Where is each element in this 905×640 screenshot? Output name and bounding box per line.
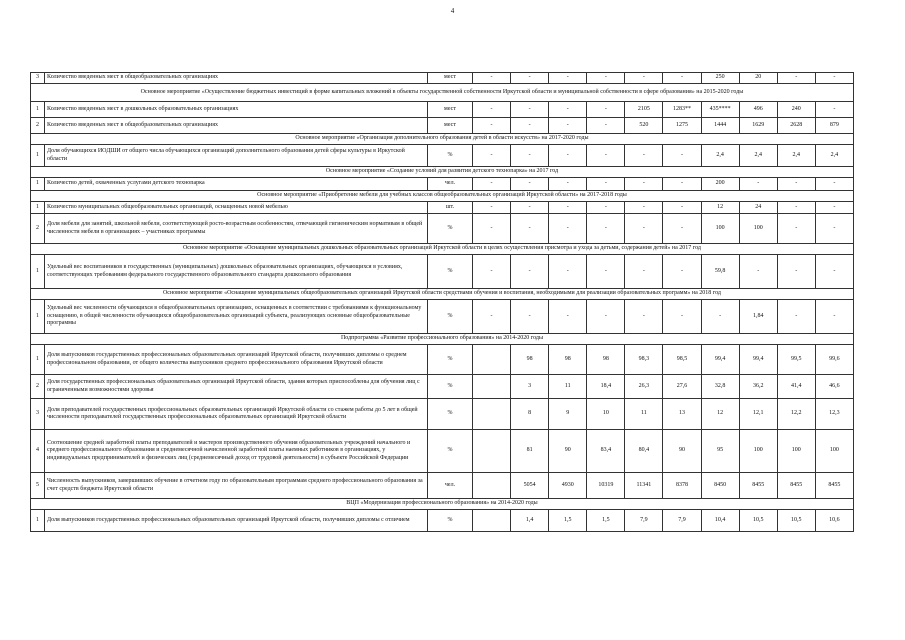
value-cell: - bbox=[473, 300, 511, 334]
value-cell: - bbox=[473, 145, 511, 167]
value-cell: 2,4 bbox=[739, 145, 777, 167]
indicator-name: Количество детей, охваченных услугами детского технопарка bbox=[45, 178, 428, 191]
value-cell: - bbox=[549, 178, 587, 191]
section-header-row bbox=[31, 84, 854, 102]
value-cell: 435**** bbox=[701, 102, 739, 118]
section-header-row bbox=[31, 134, 854, 145]
value-cell: - bbox=[511, 145, 549, 167]
value-cell: - bbox=[663, 300, 701, 334]
value-cell: - bbox=[549, 73, 587, 84]
value-cell: - bbox=[625, 255, 663, 289]
value-cell: 11341 bbox=[625, 473, 663, 499]
value-cell: - bbox=[473, 73, 511, 84]
value-cell: - bbox=[511, 102, 549, 118]
value-cell: - bbox=[777, 202, 815, 214]
value-cell: 12,2 bbox=[777, 399, 815, 430]
value-cell: 46,6 bbox=[815, 375, 853, 399]
value-cell: - bbox=[701, 300, 739, 334]
empty-cell bbox=[473, 473, 511, 499]
value-cell: - bbox=[625, 202, 663, 214]
value-cell: 3 bbox=[511, 375, 549, 399]
row-number: 4 bbox=[31, 430, 45, 473]
value-cell: 99,4 bbox=[739, 345, 777, 375]
row-number: 1 bbox=[31, 255, 45, 289]
value-cell: - bbox=[549, 118, 587, 134]
value-cell: 95 bbox=[701, 430, 739, 473]
row-number: 3 bbox=[31, 73, 45, 84]
value-cell: 200 bbox=[701, 178, 739, 191]
unit-cell: % bbox=[428, 375, 473, 399]
value-cell: - bbox=[739, 178, 777, 191]
value-cell: 24 bbox=[739, 202, 777, 214]
indicator-name: Доля преподавателей государственных профессиональных образовательных организаций Иркутской области со стажем работы до 5 лет в общей численности преподавателей государственных профессиональных образовательных организаций Иркутской области bbox=[45, 399, 428, 430]
value-cell: 8455 bbox=[815, 473, 853, 499]
table-row bbox=[31, 118, 854, 134]
value-cell: 100 bbox=[739, 214, 777, 244]
unit-cell: чел. bbox=[428, 178, 473, 191]
table-row bbox=[31, 473, 854, 499]
value-cell: - bbox=[511, 202, 549, 214]
value-cell: 12 bbox=[701, 399, 739, 430]
value-cell: 250 bbox=[701, 73, 739, 84]
value-cell: 1,5 bbox=[549, 510, 587, 532]
value-cell: 2,4 bbox=[701, 145, 739, 167]
value-cell: 99,5 bbox=[777, 345, 815, 375]
indicator-name: Доля обучающихся ИОДШИ от общего числа обучающихся организаций дополнительного образования детей сферы культуры в Иркутской области bbox=[45, 145, 428, 167]
value-cell: 81 bbox=[511, 430, 549, 473]
value-cell: 8 bbox=[511, 399, 549, 430]
value-cell: - bbox=[549, 145, 587, 167]
value-cell: - bbox=[777, 73, 815, 84]
value-cell: 27,6 bbox=[663, 375, 701, 399]
value-cell: - bbox=[815, 300, 853, 334]
value-cell: - bbox=[549, 255, 587, 289]
value-cell: 20 bbox=[739, 73, 777, 84]
row-number: 2 bbox=[31, 214, 45, 244]
section-title: Основное мероприятие «Осуществление бюджетных инвестиций в форме капитальных вложений в объекты государственной собственности Иркутской области и муниципальной собственности в сфере образования» на 2015-2020 годы bbox=[31, 84, 854, 102]
value-cell: 90 bbox=[549, 430, 587, 473]
row-number: 3 bbox=[31, 399, 45, 430]
value-cell: 1,84 bbox=[739, 300, 777, 334]
section-title: Основное мероприятие «Организация дополнительного образования детей в области искусств» на 2017-2020 годы bbox=[31, 134, 854, 145]
value-cell: 240 bbox=[777, 102, 815, 118]
section-header-row bbox=[31, 191, 854, 202]
value-cell: 10,5 bbox=[777, 510, 815, 532]
empty-cell bbox=[473, 375, 511, 399]
value-cell: - bbox=[473, 202, 511, 214]
table-row bbox=[31, 300, 854, 334]
value-cell: - bbox=[663, 145, 701, 167]
value-cell: - bbox=[511, 214, 549, 244]
value-cell: - bbox=[777, 214, 815, 244]
value-cell: 99,6 bbox=[815, 345, 853, 375]
value-cell: - bbox=[549, 214, 587, 244]
table-row bbox=[31, 214, 854, 244]
value-cell: - bbox=[587, 202, 625, 214]
unit-cell: мест bbox=[428, 102, 473, 118]
value-cell: - bbox=[663, 73, 701, 84]
section-header-row bbox=[31, 167, 854, 178]
value-cell: 8378 bbox=[663, 473, 701, 499]
empty-cell bbox=[473, 345, 511, 375]
value-cell: 36,2 bbox=[739, 375, 777, 399]
value-cell: - bbox=[511, 255, 549, 289]
unit-cell: % bbox=[428, 399, 473, 430]
unit-cell: % bbox=[428, 430, 473, 473]
indicator-name: Доля государственных профессиональных образовательных организаций Иркутской области, здания которых приспособлены для обучения лиц с ограниченными возможностями здоровья bbox=[45, 375, 428, 399]
row-number: 1 bbox=[31, 202, 45, 214]
value-cell: 2,4 bbox=[777, 145, 815, 167]
unit-cell: % bbox=[428, 345, 473, 375]
indicator-name: Численность выпускников, завершивших обучение в отчетном году по образовательным программам среднего профессионального образования за счет средств бюджета Иркутской области bbox=[45, 473, 428, 499]
indicator-name: Удельный вес воспитанников в государственных (муниципальных) дошкольных образовательных организациях, обучающихся в условиях, соответствующих требованиям федерального государственного образовательного стандарта дошкольного образования bbox=[45, 255, 428, 289]
value-cell: 1,5 bbox=[587, 510, 625, 532]
value-cell: - bbox=[587, 145, 625, 167]
value-cell: 98,5 bbox=[663, 345, 701, 375]
value-cell: 1275 bbox=[663, 118, 701, 134]
indicator-name: Количество муниципальных общеобразовательных организаций, оснащенных новой мебелью bbox=[45, 202, 428, 214]
value-cell: - bbox=[815, 178, 853, 191]
value-cell: 520 bbox=[625, 118, 663, 134]
value-cell: - bbox=[663, 255, 701, 289]
value-cell: 100 bbox=[701, 214, 739, 244]
section-title: Основное мероприятие «Создание условий для развития детского технопарка» на 2017 год bbox=[31, 167, 854, 178]
unit-cell: % bbox=[428, 510, 473, 532]
table-row bbox=[31, 375, 854, 399]
value-cell: 8455 bbox=[777, 473, 815, 499]
indicator-name: Доля мебели для занятий, школьной мебели, соответствующей росто-возрастным особенностям, отвечающей гигиеническим нормативам в общей численности мебели в организациях – участниках программы bbox=[45, 214, 428, 244]
row-number: 1 bbox=[31, 145, 45, 167]
indicator-name: Соотношение средней заработной платы преподавателей и мастеров производственного обучения образовательных учреждений начального и среднего профессионального образования и среднемесячной начисленной заработной платы наемных работников в организациях, у индивидуальных предпринимателей и физических лиц (среднемесячный доход от трудовой деятельности) в субъекте Российской Федерации bbox=[45, 430, 428, 473]
value-cell: 7,9 bbox=[663, 510, 701, 532]
row-number: 1 bbox=[31, 178, 45, 191]
table-row bbox=[31, 202, 854, 214]
value-cell: - bbox=[777, 255, 815, 289]
row-number: 1 bbox=[31, 300, 45, 334]
value-cell: 41,4 bbox=[777, 375, 815, 399]
value-cell: - bbox=[473, 255, 511, 289]
value-cell: - bbox=[815, 214, 853, 244]
value-cell: - bbox=[473, 178, 511, 191]
value-cell: - bbox=[473, 102, 511, 118]
value-cell: 100 bbox=[777, 430, 815, 473]
empty-cell bbox=[473, 430, 511, 473]
value-cell: 7,9 bbox=[625, 510, 663, 532]
value-cell: 26,3 bbox=[625, 375, 663, 399]
section-title: Основное мероприятие «Оснащение муниципальных дошкольных образовательных организаций Иркутской области в целях осуществления присмотра и ухода за детьми, содержания детей» на 2017 год bbox=[31, 244, 854, 255]
table-row bbox=[31, 399, 854, 430]
value-cell: - bbox=[815, 102, 853, 118]
unit-cell: % bbox=[428, 214, 473, 244]
value-cell: - bbox=[549, 202, 587, 214]
value-cell: 98,3 bbox=[625, 345, 663, 375]
value-cell: - bbox=[587, 73, 625, 84]
page-number: 4 bbox=[450, 7, 455, 15]
value-cell: - bbox=[587, 255, 625, 289]
value-cell: - bbox=[625, 178, 663, 191]
value-cell: - bbox=[511, 73, 549, 84]
value-cell: - bbox=[587, 178, 625, 191]
value-cell: - bbox=[587, 102, 625, 118]
indicator-name: Удельный вес численности обучающихся в общеобразовательных организациях, оснащенных в соответствии с требованиями к функциональному оснащению, в общей численности обучающихся общеобразовательных организаций субъекта, реализующих основные общеобразовательные программы bbox=[45, 300, 428, 334]
unit-cell: % bbox=[428, 145, 473, 167]
value-cell: 98 bbox=[587, 345, 625, 375]
value-cell: 10319 bbox=[587, 473, 625, 499]
value-cell: - bbox=[587, 118, 625, 134]
value-cell: 1444 bbox=[701, 118, 739, 134]
value-cell: 18,4 bbox=[587, 375, 625, 399]
value-cell: 2,4 bbox=[815, 145, 853, 167]
value-cell: 9 bbox=[549, 399, 587, 430]
section-title: Основное мероприятие «Приобретение мебели для учебных классов общеобразовательных организаций Иркутской области» на 2017-2018 годы bbox=[31, 191, 854, 202]
row-number: 5 bbox=[31, 473, 45, 499]
section-header-row bbox=[31, 244, 854, 255]
value-cell: - bbox=[511, 178, 549, 191]
section-title: ВЦП «Модернизация профессионального образования» на 2014-2020 годы bbox=[31, 499, 854, 510]
table-row bbox=[31, 345, 854, 375]
empty-cell bbox=[473, 399, 511, 430]
value-cell: 59,8 bbox=[701, 255, 739, 289]
table-row bbox=[31, 430, 854, 473]
indicator-name: Количество введенных мест в дошкольных образовательных организациях bbox=[45, 102, 428, 118]
value-cell: - bbox=[473, 214, 511, 244]
value-cell: 8450 bbox=[701, 473, 739, 499]
section-header-row bbox=[31, 289, 854, 300]
value-cell: 100 bbox=[739, 430, 777, 473]
value-cell: 4930 bbox=[549, 473, 587, 499]
value-cell: - bbox=[625, 214, 663, 244]
value-cell: - bbox=[777, 178, 815, 191]
value-cell: - bbox=[625, 300, 663, 334]
section-title: Подпрограмма «Развитие профессионального образования» на 2014-2020 годы bbox=[31, 334, 854, 345]
value-cell: 1,4 bbox=[511, 510, 549, 532]
value-cell: 80,4 bbox=[625, 430, 663, 473]
value-cell: 12,1 bbox=[739, 399, 777, 430]
indicators-table bbox=[30, 72, 854, 532]
row-number: 2 bbox=[31, 375, 45, 399]
value-cell: 2628 bbox=[777, 118, 815, 134]
value-cell: - bbox=[815, 255, 853, 289]
value-cell: - bbox=[549, 300, 587, 334]
indicator-name: Доля выпускников государственных профессиональных образовательных организаций Иркутской области, получивших дипломы с отличием bbox=[45, 510, 428, 532]
empty-cell bbox=[473, 510, 511, 532]
unit-cell: % bbox=[428, 300, 473, 334]
value-cell: - bbox=[625, 145, 663, 167]
row-number: 1 bbox=[31, 345, 45, 375]
value-cell: 12,3 bbox=[815, 399, 853, 430]
table-row bbox=[31, 255, 854, 289]
value-cell: 12 bbox=[701, 202, 739, 214]
value-cell: 32,8 bbox=[701, 375, 739, 399]
unit-cell: % bbox=[428, 255, 473, 289]
indicator-name: Количество введенных мест в общеобразовательных организациях bbox=[45, 118, 428, 134]
table-row bbox=[31, 145, 854, 167]
value-cell: 8455 bbox=[739, 473, 777, 499]
value-cell: 496 bbox=[739, 102, 777, 118]
unit-cell: чел. bbox=[428, 473, 473, 499]
value-cell: 11 bbox=[625, 399, 663, 430]
value-cell: 1629 bbox=[739, 118, 777, 134]
unit-cell: мест bbox=[428, 118, 473, 134]
value-cell: 879 bbox=[815, 118, 853, 134]
value-cell: 13 bbox=[663, 399, 701, 430]
value-cell: 100 bbox=[815, 430, 853, 473]
value-cell: - bbox=[625, 73, 663, 84]
value-cell: - bbox=[511, 300, 549, 334]
value-cell: - bbox=[549, 102, 587, 118]
value-cell: 98 bbox=[549, 345, 587, 375]
value-cell: - bbox=[663, 178, 701, 191]
table-row bbox=[31, 102, 854, 118]
value-cell: - bbox=[815, 73, 853, 84]
section-header-row bbox=[31, 334, 854, 345]
value-cell: - bbox=[663, 202, 701, 214]
unit-cell: мест bbox=[428, 73, 473, 84]
value-cell: 10,6 bbox=[815, 510, 853, 532]
value-cell: - bbox=[663, 214, 701, 244]
value-cell: - bbox=[587, 300, 625, 334]
value-cell: 90 bbox=[663, 430, 701, 473]
section-title: Основное мероприятие «Оснащение муниципальных общеобразовательных организаций Иркутской области средствами обучения и воспитания, необходимыми для реализации образовательных программ» на 2018 год bbox=[31, 289, 854, 300]
row-number: 1 bbox=[31, 102, 45, 118]
row-number: 2 bbox=[31, 118, 45, 134]
unit-cell: шт. bbox=[428, 202, 473, 214]
table-row bbox=[31, 178, 854, 191]
value-cell: 99,4 bbox=[701, 345, 739, 375]
value-cell: - bbox=[473, 118, 511, 134]
row-number: 1 bbox=[31, 510, 45, 532]
table-row bbox=[31, 73, 854, 84]
table-row bbox=[31, 510, 854, 532]
value-cell: 5054 bbox=[511, 473, 549, 499]
value-cell: 83,4 bbox=[587, 430, 625, 473]
value-cell: 98 bbox=[511, 345, 549, 375]
section-header-row bbox=[31, 499, 854, 510]
value-cell: - bbox=[587, 214, 625, 244]
value-cell: - bbox=[739, 255, 777, 289]
value-cell: 10,4 bbox=[701, 510, 739, 532]
indicator-name: Количество введенных мест в общеобразовательных организациях bbox=[45, 73, 428, 84]
value-cell: 2105 bbox=[625, 102, 663, 118]
value-cell: - bbox=[511, 118, 549, 134]
indicator-name: Доля выпускников государственных профессиональных образовательных организаций Иркутской области, получивших дипломы о среднем профессиональном образовании, от общего количества выпускников среднего профессионального образования Иркутской области bbox=[45, 345, 428, 375]
value-cell: 1283** bbox=[663, 102, 701, 118]
value-cell: - bbox=[777, 300, 815, 334]
value-cell: 11 bbox=[549, 375, 587, 399]
value-cell: 10,5 bbox=[739, 510, 777, 532]
value-cell: - bbox=[815, 202, 853, 214]
value-cell: 10 bbox=[587, 399, 625, 430]
